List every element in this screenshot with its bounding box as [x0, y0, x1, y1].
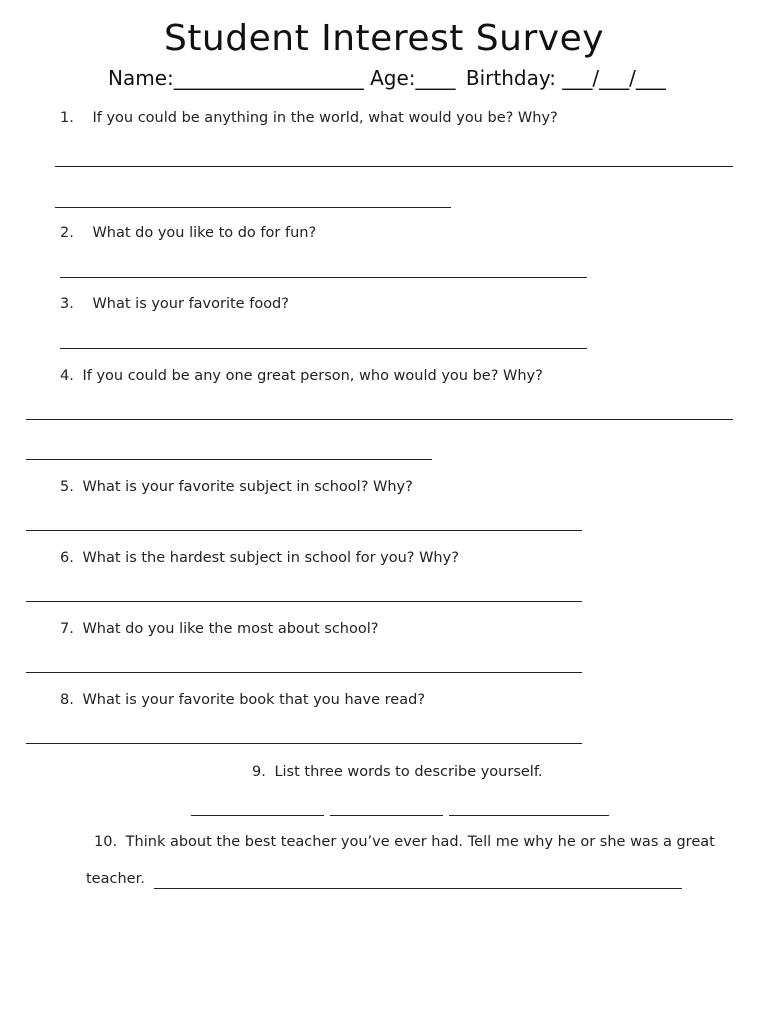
question-2 — [60, 225, 316, 241]
page-title: Student Interest Survey — [163, 18, 605, 59]
question-number: 4. — [60, 368, 74, 384]
question-7 — [60, 621, 378, 637]
question-8 — [60, 692, 425, 708]
question-text: Think about the best teacher you’ve ever had. Tell me why he or she was a great — [125, 834, 715, 850]
answer-line-2[interactable] — [60, 277, 587, 278]
answer-line-4a[interactable] — [26, 419, 733, 420]
answer-line-4b[interactable] — [26, 459, 432, 460]
question-10 — [94, 834, 715, 850]
answer-line-1a[interactable] — [55, 166, 733, 167]
question-text: What do you like the most about school? — [82, 621, 379, 637]
answer-line-5[interactable] — [26, 530, 582, 531]
name-label: Name: — [108, 66, 174, 90]
answer-line-8[interactable] — [26, 743, 582, 744]
question-number: 5. — [60, 479, 74, 495]
answer-line-1b[interactable] — [55, 207, 451, 208]
question-number: 7. — [60, 621, 74, 637]
question-text: What is your favorite subject in school? Why? — [82, 479, 413, 495]
question-9 — [252, 764, 543, 780]
question-text: If you could be any one great person, who would you be? Why? — [82, 368, 543, 384]
question-text: What is your favorite food? — [92, 296, 289, 312]
question-text: What do you like to do for fun? — [92, 225, 317, 241]
student-info-header — [108, 66, 666, 90]
answer-line-7[interactable] — [26, 672, 582, 673]
question-number: 8. — [60, 692, 74, 708]
question-4 — [60, 368, 543, 384]
question-number: 3. — [60, 296, 74, 312]
question-6 — [60, 550, 459, 566]
question-5 — [60, 479, 413, 495]
word-line-3[interactable] — [449, 815, 609, 816]
question-number: 1. — [60, 110, 74, 126]
question-text: List three words to describe yourself. — [274, 764, 543, 780]
answer-line-6[interactable] — [26, 601, 582, 602]
word-line-2[interactable] — [330, 815, 443, 816]
question-text: If you could be anything in the world, what would you be? Why? — [92, 110, 558, 126]
question-text: What is your favorite book that you have read? — [82, 692, 426, 708]
question-3 — [60, 296, 289, 312]
answer-line-3[interactable] — [60, 348, 587, 349]
question-number: 9. — [252, 764, 266, 780]
question-1 — [60, 110, 558, 126]
question-number: 6. — [60, 550, 74, 566]
question-number: 10. — [94, 834, 118, 850]
birthday-blanks[interactable]: ___/___/___ — [562, 66, 666, 90]
question-10-continuation: teacher. — [86, 871, 145, 887]
birthday-label: Birthday: — [465, 66, 556, 90]
question-number: 2. — [60, 225, 74, 241]
word-line-1[interactable] — [191, 815, 324, 816]
age-label: Age: — [370, 66, 416, 90]
question-text: What is the hardest subject in school for you? Why? — [82, 550, 459, 566]
answer-line-10[interactable] — [154, 888, 682, 889]
name-blank[interactable]: ___________________ — [173, 66, 364, 90]
age-blank[interactable]: ____ — [415, 66, 456, 90]
